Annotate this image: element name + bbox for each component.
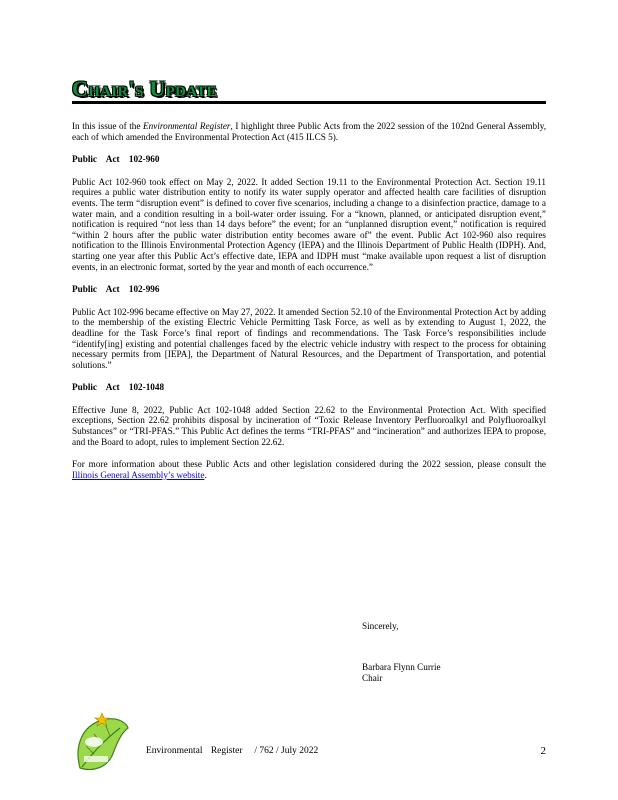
- intro-text-end: , I highlight three Public Acts from the 2022 session of the 102nd General Assembly, each of which amended the Environmental Protection Act (415 ILCS 5).: [72, 121, 547, 142]
- general-assembly-website-link[interactable]: Illinois General Assembly’s website: [72, 469, 205, 480]
- signature-role: Chair: [362, 673, 383, 683]
- act-heading: Public Act 102-960: [72, 154, 160, 165]
- footer-issue: / 762 / July 2022: [254, 746, 319, 756]
- signature-block: [362, 621, 441, 684]
- signature-name: Barbara Flynn Currie: [362, 662, 441, 672]
- page-footer: [146, 745, 546, 757]
- intro-paragraph: [72, 121, 546, 142]
- leaf-logo-icon: [72, 712, 132, 774]
- footer-publication: Environmental Register: [146, 746, 243, 756]
- article-body: [72, 121, 546, 492]
- act-body: Public Act 102-996 became effective on May 27, 2022. It amended Section 52.10 of the Environmental Protection Act by adding to the membership of the existing Electric Vehicle Permitting Task Force, as well as by extending to August 1, 2022, the deadline for the Task Force’s final report of findings and recommendations. The Task Force’s responsibilities include “identify[ing] existing and potential challenges faced by the electric vehicle industry with respect to the process for obtaining necessary permits from [IEPA], the Department of Natural Resources, and the Department of Transportation, and potential solutions.”: [72, 306, 546, 370]
- closing-paragraph: [72, 459, 546, 480]
- signature-closing: Sincerely,: [362, 621, 399, 631]
- act-heading: Public Act 102-1048: [72, 382, 165, 393]
- act-body: Public Act 102-960 took effect on May 2, 2022. It added Section 19.11 to the Environmental Protection Act. Section 19.11 requires a public water distribution entity to notify its water supply operator and affected health care facilities of disruption events. The term “disruption event” is defined to cover five scenarios, including a change to a disinfection practice, damage to a water main, and a condition resulting in a boil-water order issuing. For a “known, planned, or anticipated disruption event,” notification is required “not less than 14 days before” the event; for an “unplanned disruption event,” notification is required “within 2 hours after the public water distribution entity becomes aware of” the event. Public Act 102-960 also requires notification to the Illinois Environmental Protection Agency (IEPA) and the Illinois Department of Public Health (IDPH). And, starting one year after this Public Act’s effective date, IEPA and IDPH must “make available upon request a list of disruption events, in an electronic format, sorted by the year and month of each occurrence.”: [72, 176, 546, 272]
- page-number: 2: [540, 745, 546, 757]
- closing-period: .: [204, 469, 207, 480]
- act-heading: Public Act 102-996: [72, 284, 160, 295]
- publication-name: Environmental Register: [143, 121, 231, 131]
- intro-text-start: In this issue of the: [72, 121, 144, 131]
- closing-text: For more information about these Public Acts and other legislation considered during the 2022 session, please consult the: [72, 459, 546, 470]
- page-title: Chair's Update: [72, 76, 217, 101]
- title-rule: [72, 101, 546, 104]
- act-body: Effective June 8, 2022, Public Act 102-1048 added Section 22.62 to the Environmental Protection Act. With specified exceptions, Section 22.62 prohibits disposal by incineration of “Toxic Release Inventory Perfluoroalkyl and Polyfluoroalkyl Substances” or “TRI-PFAS.” This Public Act defines the terms “TRI-PFAS” and “incineration” and authorizes IEPA to propose, and the Board to adopt, rules to implement Section 22.62.: [72, 404, 546, 447]
